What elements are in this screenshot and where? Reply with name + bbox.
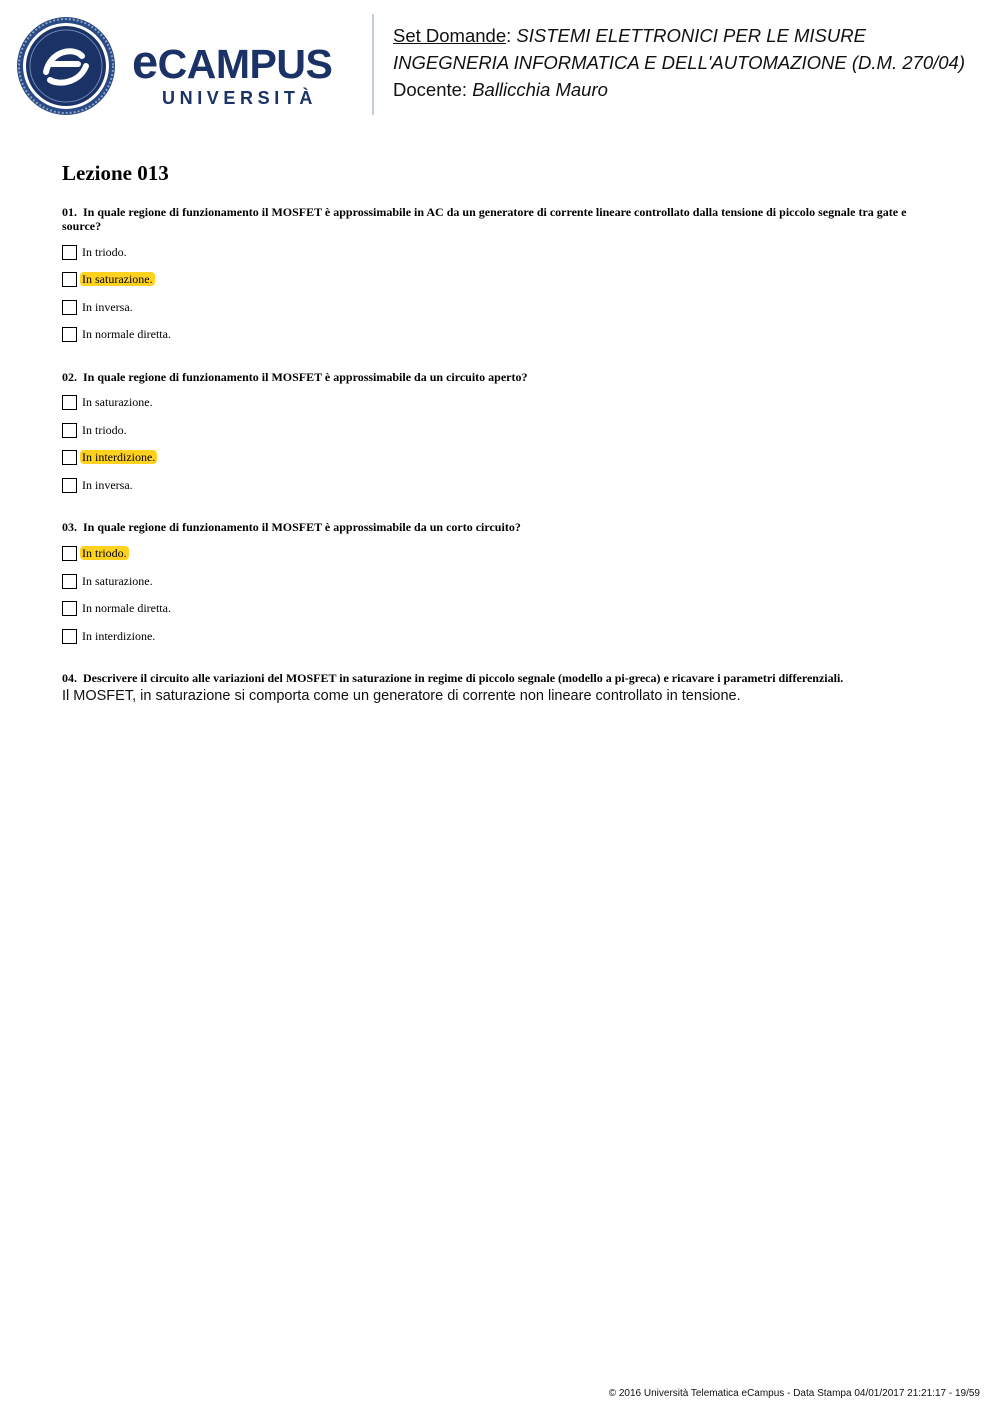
option-item[interactable] <box>62 545 129 561</box>
question-text <box>62 205 934 233</box>
option-item[interactable] <box>62 600 173 616</box>
set-separator: : <box>506 25 512 46</box>
option-label-highlighted: In interdizione. <box>82 450 156 464</box>
question-02 <box>62 370 934 492</box>
university-seal-logo <box>16 16 116 116</box>
option-item[interactable] <box>62 449 157 465</box>
option-label: In inversa. <box>82 478 133 492</box>
option-checkbox[interactable] <box>62 423 77 438</box>
option-label-highlighted: In triodo. <box>82 546 127 560</box>
degree-name: INGEGNERIA INFORMATICA E DELL'AUTOMAZIONE (D.M. 270/04) <box>393 52 965 73</box>
page-header <box>0 0 1000 130</box>
option-checkbox[interactable] <box>62 601 77 616</box>
option-item[interactable] <box>62 573 155 589</box>
option-checkbox[interactable] <box>62 450 77 465</box>
question-number: 02. <box>62 370 77 384</box>
answer-text: Il MOSFET, in saturazione si comporta come un generatore di corrente non lineare controllato in tensione. <box>62 688 741 704</box>
brand-name-e: e <box>132 35 158 88</box>
set-line <box>393 22 993 49</box>
option-checkbox[interactable] <box>62 478 77 493</box>
question-text <box>62 520 934 534</box>
brand-wordmark <box>132 35 356 114</box>
page-footer: © 2016 Università Telematica eCampus - Data Stampa 04/01/2017 21:21:17 - 19/59 <box>608 1388 980 1399</box>
question-text <box>62 671 934 685</box>
header-divider <box>372 14 374 115</box>
lesson-title: Lezione 013 <box>62 161 169 185</box>
question-04 <box>62 671 934 685</box>
course-title: SISTEMI ELETTRONICI PER LE MISURE <box>516 25 866 46</box>
set-label: Set Domande <box>393 25 507 46</box>
option-label: In interdizione. <box>82 629 156 643</box>
option-item[interactable] <box>62 628 157 644</box>
option-checkbox[interactable] <box>62 327 77 342</box>
option-label: In saturazione. <box>82 395 153 409</box>
option-checkbox[interactable] <box>62 272 77 287</box>
option-item[interactable] <box>62 244 129 260</box>
teacher-label: Docente: <box>393 79 468 100</box>
header-info <box>393 22 993 103</box>
option-label: In triodo. <box>82 423 127 437</box>
option-item[interactable] <box>62 326 173 342</box>
option-label: In normale diretta. <box>82 327 171 341</box>
teacher-name: Ballicchia Mauro <box>472 79 608 100</box>
option-item[interactable] <box>62 477 135 493</box>
option-label: In triodo. <box>82 245 127 259</box>
question-body: In quale regione di funzionamento il MOSFET è approssimabile da un circuito aperto? <box>83 370 528 384</box>
question-body: In quale regione di funzionamento il MOSFET è approssimabile in AC da un generatore di corrente lineare controllato dalla tensione di piccolo segnale tra gate e source? <box>62 205 907 233</box>
question-number: 01. <box>62 205 77 219</box>
brand-subtitle: UNIVERSITÀ <box>162 88 318 108</box>
option-checkbox[interactable] <box>62 574 77 589</box>
option-checkbox[interactable] <box>62 629 77 644</box>
option-item[interactable] <box>62 299 135 315</box>
option-checkbox[interactable] <box>62 395 77 410</box>
option-label-highlighted: In saturazione. <box>82 272 153 286</box>
option-label: In inversa. <box>82 300 133 314</box>
question-01 <box>62 205 934 341</box>
question-number: 03. <box>62 520 77 534</box>
option-label: In normale diretta. <box>82 601 171 615</box>
brand-name <box>132 35 333 88</box>
question-body: Descrivere il circuito alle variazioni del MOSFET in saturazione in regime di piccolo segnale (modello a pi-greca) e ricavare i parametri differenziali. <box>83 671 844 685</box>
question-number: 04. <box>62 671 77 685</box>
teacher-line <box>393 76 993 103</box>
option-item[interactable] <box>62 394 155 410</box>
question-03 <box>62 520 934 643</box>
option-item[interactable] <box>62 422 129 438</box>
brand-name-rest: CAMPUS <box>157 41 333 87</box>
question-text <box>62 370 934 384</box>
question-body: In quale regione di funzionamento il MOSFET è approssimabile da un corto circuito? <box>83 520 521 534</box>
option-checkbox[interactable] <box>62 546 77 561</box>
option-label: In saturazione. <box>82 574 153 588</box>
option-checkbox[interactable] <box>62 300 77 315</box>
option-item[interactable] <box>62 271 155 287</box>
option-checkbox[interactable] <box>62 245 77 260</box>
